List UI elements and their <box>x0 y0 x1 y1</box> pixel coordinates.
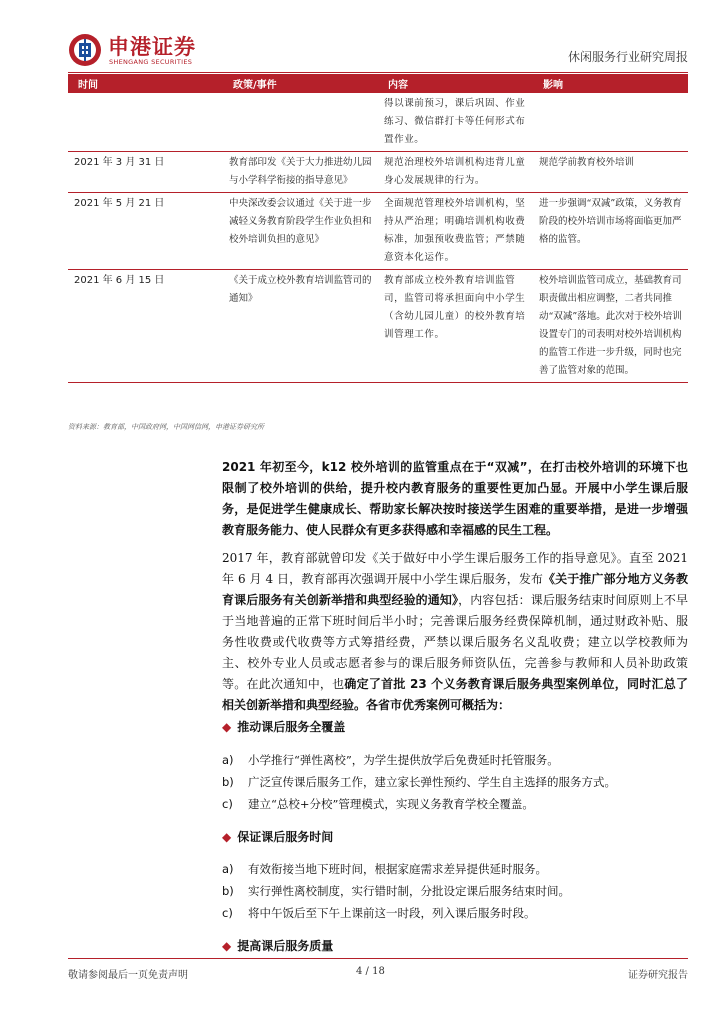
table-row <box>68 152 688 193</box>
impact-cell <box>533 93 688 152</box>
page-number: 4 / 18 <box>356 966 385 977</box>
table-row <box>68 270 688 383</box>
content-cell: 规范治理校外培训机构违背儿童身心发展规律的行为。 <box>378 152 533 193</box>
notice-title: 《关于推广部分地方义务教育课后服务有关创新举措和典型经验的通知》 <box>222 572 688 607</box>
company-name: 申港证券 <box>108 35 196 59</box>
report-label: 证券研究报告 <box>628 970 688 981</box>
impact-cell: 进一步强调“双减”政策，义务教育阶段的校外培训市场将面临更加严格的监管。 <box>533 193 688 270</box>
header-divider <box>68 72 688 73</box>
list-marker: c) <box>222 797 233 811</box>
section-title <box>222 829 333 845</box>
policy-paragraph <box>222 548 688 716</box>
event-cell: 教育部印发《关于大力推进幼儿园与小学科学衔接的指导意见》 <box>223 152 378 193</box>
list-text: 建立“总校+分校”管理模式，实现义务教育学校全覆盖。 <box>248 797 534 811</box>
list-text: 有效衔接当地下班时间，根据家庭需求差异提供延时服务。 <box>248 862 547 876</box>
section-title-text: 保证课后服务时间 <box>237 830 334 844</box>
list-marker: b) <box>222 775 234 789</box>
list-item <box>222 749 688 771</box>
list-item <box>222 902 688 924</box>
list-item <box>222 771 688 793</box>
list-text: 小学推行“弹性离校”，为学生提供放学后免费延时托管服务。 <box>248 753 559 767</box>
date-cell: 2021 年 3 月 31 日 <box>68 152 223 193</box>
event-cell: 《关于成立校外教育培训监管司的通知》 <box>223 270 378 383</box>
list-text: 广泛宣传课后服务工作，建立家长弹性预约、学生自主选择的服务方式。 <box>248 775 616 789</box>
list-marker: b) <box>222 884 234 898</box>
disclaimer-note: 敬请参阅最后一页免责声明 <box>68 970 188 981</box>
policy-table <box>68 74 688 383</box>
page-header <box>68 33 688 71</box>
section-list <box>222 749 688 815</box>
list-text: 将中午饭后至下午上课前这一时段，列入课后服务时段。 <box>248 906 536 920</box>
content-cell: 得以课前预习，课后巩固、作业练习、微信群打卡等任何形式布置作业。 <box>378 93 533 152</box>
table-row <box>68 93 688 152</box>
date-cell <box>68 93 223 152</box>
column-header: 内容 <box>378 74 533 93</box>
diamond-bullet-icon: ◆ <box>222 720 232 734</box>
list-item <box>222 880 688 902</box>
column-header: 影响 <box>533 74 688 93</box>
event-cell <box>223 93 378 152</box>
paragraph-text: ，内容包括：课后服务结束时间原则上不早于当地普遍的正常下班时间后半小时；完善课后服务经费保障机制，通过财政补贴、服务性收费或代收费等方式筹措经费，严禁以课后服务名义乱收费；建立以学校教师为主、校外专业人员或志愿者参与的课后服务师资队伍，完善参与教师和人员补助政策等。在此次通知中，也 <box>222 593 688 691</box>
list-item <box>222 793 688 815</box>
paragraph-text: 2017 年，教育部就曾印发《关于做好中小学生课后服务工作的指导意见》。直至 2021 年 6 月 4 日，教育部再次强调开展中小学生课后服务，发布 <box>222 551 688 586</box>
section-title-text: 推动课后服务全覆盖 <box>237 720 346 734</box>
table-header-row <box>68 74 688 93</box>
impact-cell: 规范学前教育校外培训 <box>533 152 688 193</box>
column-header: 政策/事件 <box>223 74 378 93</box>
footer-divider <box>68 958 688 959</box>
diamond-bullet-icon: ◆ <box>222 939 232 953</box>
list-marker: c) <box>222 906 233 920</box>
company-name-en: SHENGANG SECURITIES <box>109 58 193 66</box>
summary-paragraph: 2021 年初至今，k12 校外培训的监管重点在于“双减”，在打击校外培训的环境下也限制了校外培训的供给，提升校内教育服务的重要性更加凸显。开展中小学生课后服务，是促进学生健康成长、帮助家长解决按时接送学生困难的重要举措，是进一步增强教育服务能力、使人民群众有更多获得感和幸福感的民生工程。 <box>222 460 688 537</box>
report-type: 休闲服务行业研究周报 <box>567 50 688 64</box>
company-logo-icon <box>68 33 102 67</box>
table-row <box>68 193 688 270</box>
section-title <box>222 719 345 735</box>
date-cell: 2021 年 6 月 15 日 <box>68 270 223 383</box>
section-list <box>222 858 688 924</box>
list-marker: a) <box>222 862 234 876</box>
list-text: 实行弹性离校制度，实行错时制，分批设定课后服务结束时间。 <box>248 884 570 898</box>
list-marker: a) <box>222 753 234 767</box>
impact-cell: 校外培训监管司成立，基础教育司职责做出相应调整，二者共同推动“双减”落地。此次对于校外培训设置专门的司表明对校外培训机构的监管工作进一步升级，同时也完善了监管对象的范围。 <box>533 270 688 383</box>
column-header: 时间 <box>68 74 223 93</box>
table-source: 资料来源：教育部，中国政府网，中国网信网，申港证券研究所 <box>68 423 264 431</box>
paragraph-emphasis: 确定了首批 23 个义务教育课后服务典型案例单位，同时汇总了相关创新举措和典型经验。各省市优秀案例可概括为： <box>222 677 688 712</box>
content-cell: 教育部成立校外教育培训监管司，监管司将承担面向中小学生（含幼儿园儿童）的校外教育培训管理工作。 <box>378 270 533 383</box>
list-item <box>222 858 688 880</box>
content-cell: 全面规范管理校外培训机构，坚持从严治理；明确培训机构收费标准，加强预收费监管；严禁随意资本化运作。 <box>378 193 533 270</box>
section-title-text: 提高课后服务质量 <box>237 939 334 953</box>
diamond-bullet-icon: ◆ <box>222 830 232 844</box>
section-title <box>222 938 333 954</box>
event-cell: 中央深改委会议通过《关于进一步减轻义务教育阶段学生作业负担和校外培训负担的意见》 <box>223 193 378 270</box>
date-cell: 2021 年 5 月 21 日 <box>68 193 223 270</box>
